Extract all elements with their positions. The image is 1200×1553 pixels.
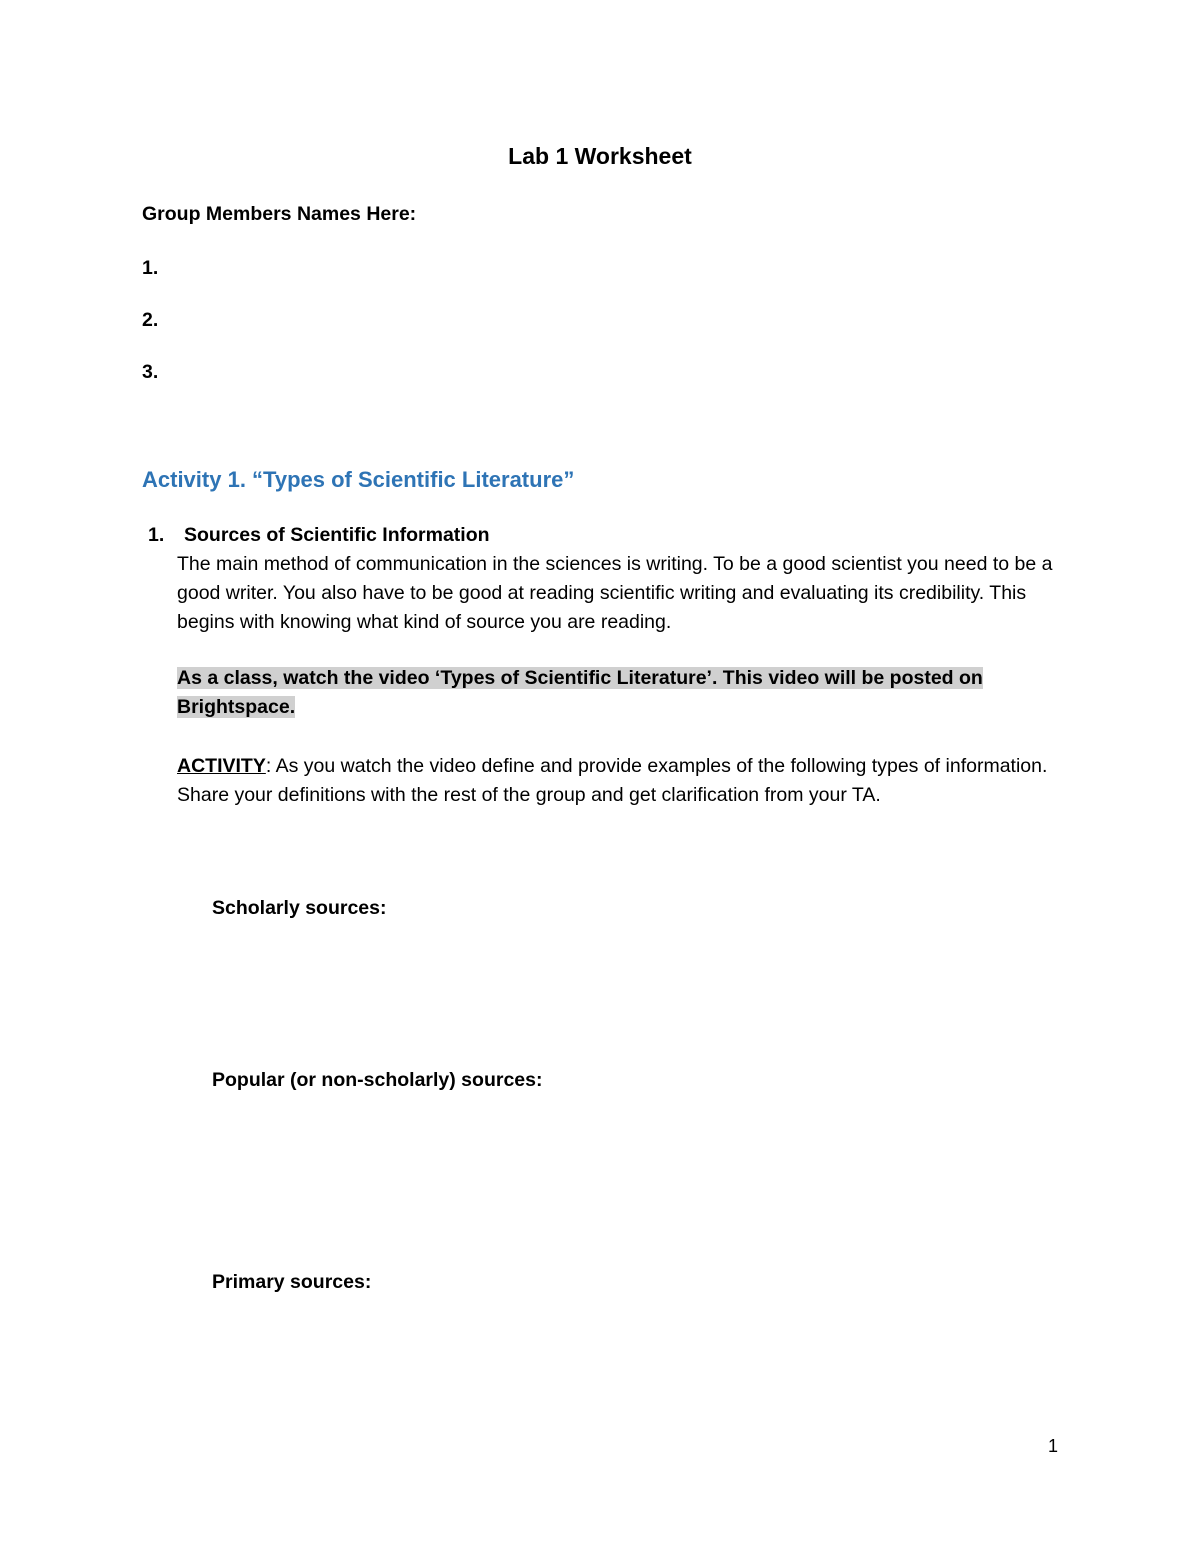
highlight-paragraph (177, 664, 1037, 722)
section-paragraph: The main method of communication in the sciences is writing. To be a good scientist you need to be a good writer. You also have to be good at reading scientific writing and evaluating its credibility. This begins with knowing what kind of source you are reading. (177, 553, 1053, 633)
prompt-popular: Popular (or non-scholarly) sources: (212, 1069, 543, 1091)
activity-colon: : (265, 755, 272, 777)
prompt-primary: Primary sources: (212, 1271, 372, 1293)
video-instruction-highlight: As a class, watch the video ‘Types of Scientific Literature’. This video will be posted on Brightspace. (177, 667, 983, 718)
member-3-number: 3. (142, 361, 159, 383)
member-1-number: 1. (142, 257, 159, 279)
activity-paragraph (177, 752, 1057, 810)
member-2-number: 2. (142, 309, 159, 331)
section-title: Sources of Scientific Information (184, 524, 490, 546)
activity-heading: Activity 1. “Types of Scientific Literature” (142, 467, 575, 492)
group-members-label: Group Members Names Here: (142, 203, 417, 225)
page-title: Lab 1 Worksheet (508, 143, 692, 169)
section-number: 1. (148, 524, 165, 546)
activity-text: As you watch the video define and provide examples of the following types of information. Share your definitions with the rest of the group and get clarification from your TA. (177, 755, 1048, 806)
activity-label: ACTIVITY (177, 755, 266, 777)
prompt-scholarly: Scholarly sources: (212, 897, 387, 919)
page-number: 1 (1048, 1436, 1059, 1456)
